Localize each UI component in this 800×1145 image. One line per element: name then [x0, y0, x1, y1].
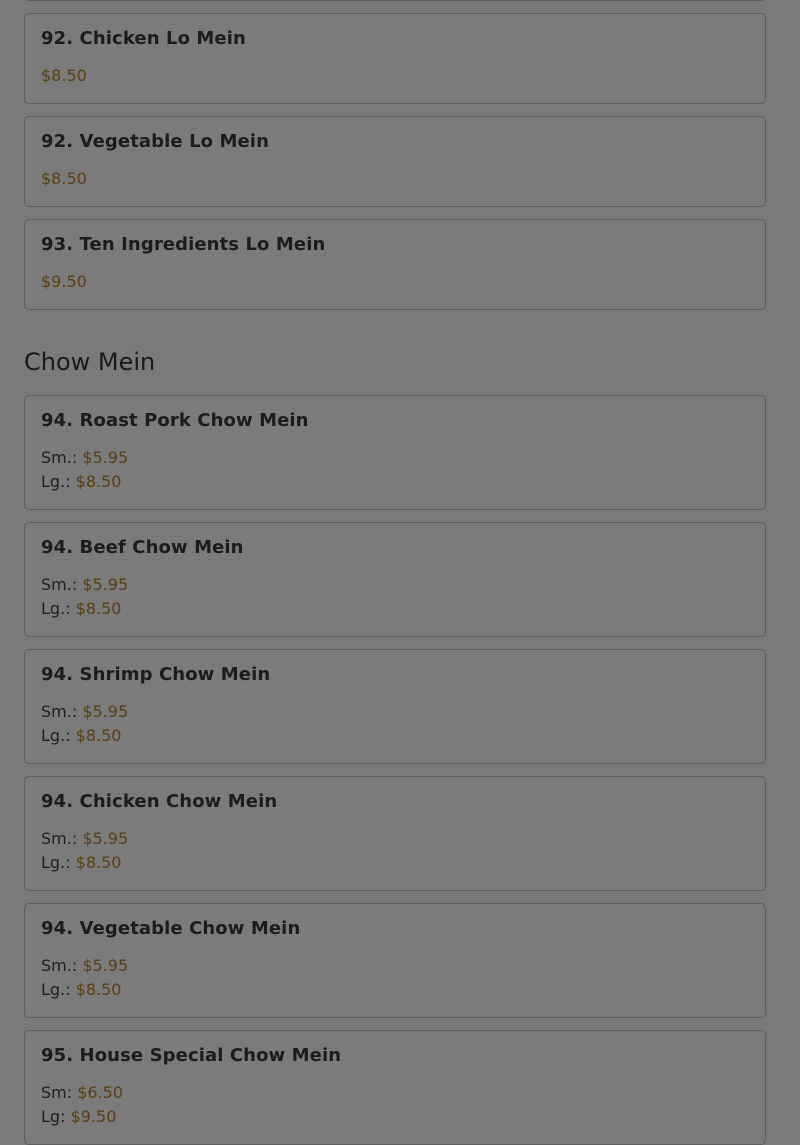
menu-item-card[interactable] [24, 649, 766, 764]
small-price-value: $5.95 [82, 448, 129, 467]
menu-item-card[interactable] [24, 395, 766, 510]
small-price-value: $5.95 [82, 956, 129, 975]
price-value: $9.50 [41, 272, 87, 291]
small-price-line [41, 829, 128, 848]
small-size-label: Sm.: [41, 956, 78, 975]
small-size-label: Sm.: [41, 575, 78, 594]
small-price-line [41, 448, 128, 467]
large-price-line [41, 980, 121, 999]
large-price-line [41, 599, 121, 618]
small-price-value: $5.95 [82, 829, 129, 848]
menu-item-card[interactable] [24, 522, 766, 637]
small-price-line [41, 575, 128, 594]
large-price-value: $9.50 [70, 1107, 117, 1126]
menu-item-title: 94. Vegetable Chow Mein [41, 918, 301, 939]
small-price-line [41, 702, 128, 721]
small-size-label: Sm.: [41, 702, 78, 721]
large-size-label: Lg.: [41, 472, 71, 491]
menu-item-title: 92. Chicken Lo Mein [41, 28, 246, 49]
small-size-label: Sm: [41, 1083, 73, 1102]
large-price-line [41, 726, 121, 745]
menu-item-title: 92. Vegetable Lo Mein [41, 131, 269, 152]
menu-item-title: 94. Roast Pork Chow Mein [41, 410, 309, 431]
large-size-label: Lg.: [41, 599, 71, 618]
large-size-label: Lg.: [41, 980, 71, 999]
large-size-label: Lg.: [41, 853, 71, 872]
price-value: $8.50 [41, 66, 87, 85]
small-price-line [41, 956, 128, 975]
menu-item-card[interactable] [24, 776, 766, 891]
large-price-value: $8.50 [75, 726, 122, 745]
large-price-line [41, 472, 121, 491]
menu-item-title: 94. Shrimp Chow Mein [41, 664, 271, 685]
section-heading-chow-mein: Chow Mein [24, 348, 156, 376]
large-price-line [41, 853, 121, 872]
small-price-value: $5.95 [82, 702, 129, 721]
menu-item-title: 93. Ten Ingredients Lo Mein [41, 234, 326, 255]
menu-item-price [41, 66, 87, 85]
menu-item-card-partial [24, 0, 766, 1]
large-price-value: $8.50 [75, 853, 122, 872]
small-size-label: Sm.: [41, 448, 78, 467]
menu-item-price [41, 272, 87, 291]
menu-item-card[interactable] [24, 219, 766, 310]
menu-item-title: 94. Beef Chow Mein [41, 537, 244, 558]
large-price-value: $8.50 [75, 599, 122, 618]
small-price-value: $5.95 [82, 575, 129, 594]
menu-item-title: 94. Chicken Chow Mein [41, 791, 278, 812]
small-price-line [41, 1083, 123, 1102]
menu-item-card[interactable] [24, 116, 766, 207]
menu-item-card[interactable] [24, 1030, 766, 1145]
large-size-label: Lg.: [41, 726, 71, 745]
large-size-label: Lg: [41, 1107, 66, 1126]
menu-item-price [41, 169, 87, 188]
menu-item-card[interactable] [24, 13, 766, 104]
menu-item-card[interactable] [24, 903, 766, 1018]
menu-item-title: 95. House Special Chow Mein [41, 1045, 342, 1066]
small-size-label: Sm.: [41, 829, 78, 848]
price-value: $8.50 [41, 169, 87, 188]
small-price-value: $6.50 [77, 1083, 124, 1102]
large-price-value: $8.50 [75, 980, 122, 999]
large-price-value: $8.50 [75, 472, 122, 491]
